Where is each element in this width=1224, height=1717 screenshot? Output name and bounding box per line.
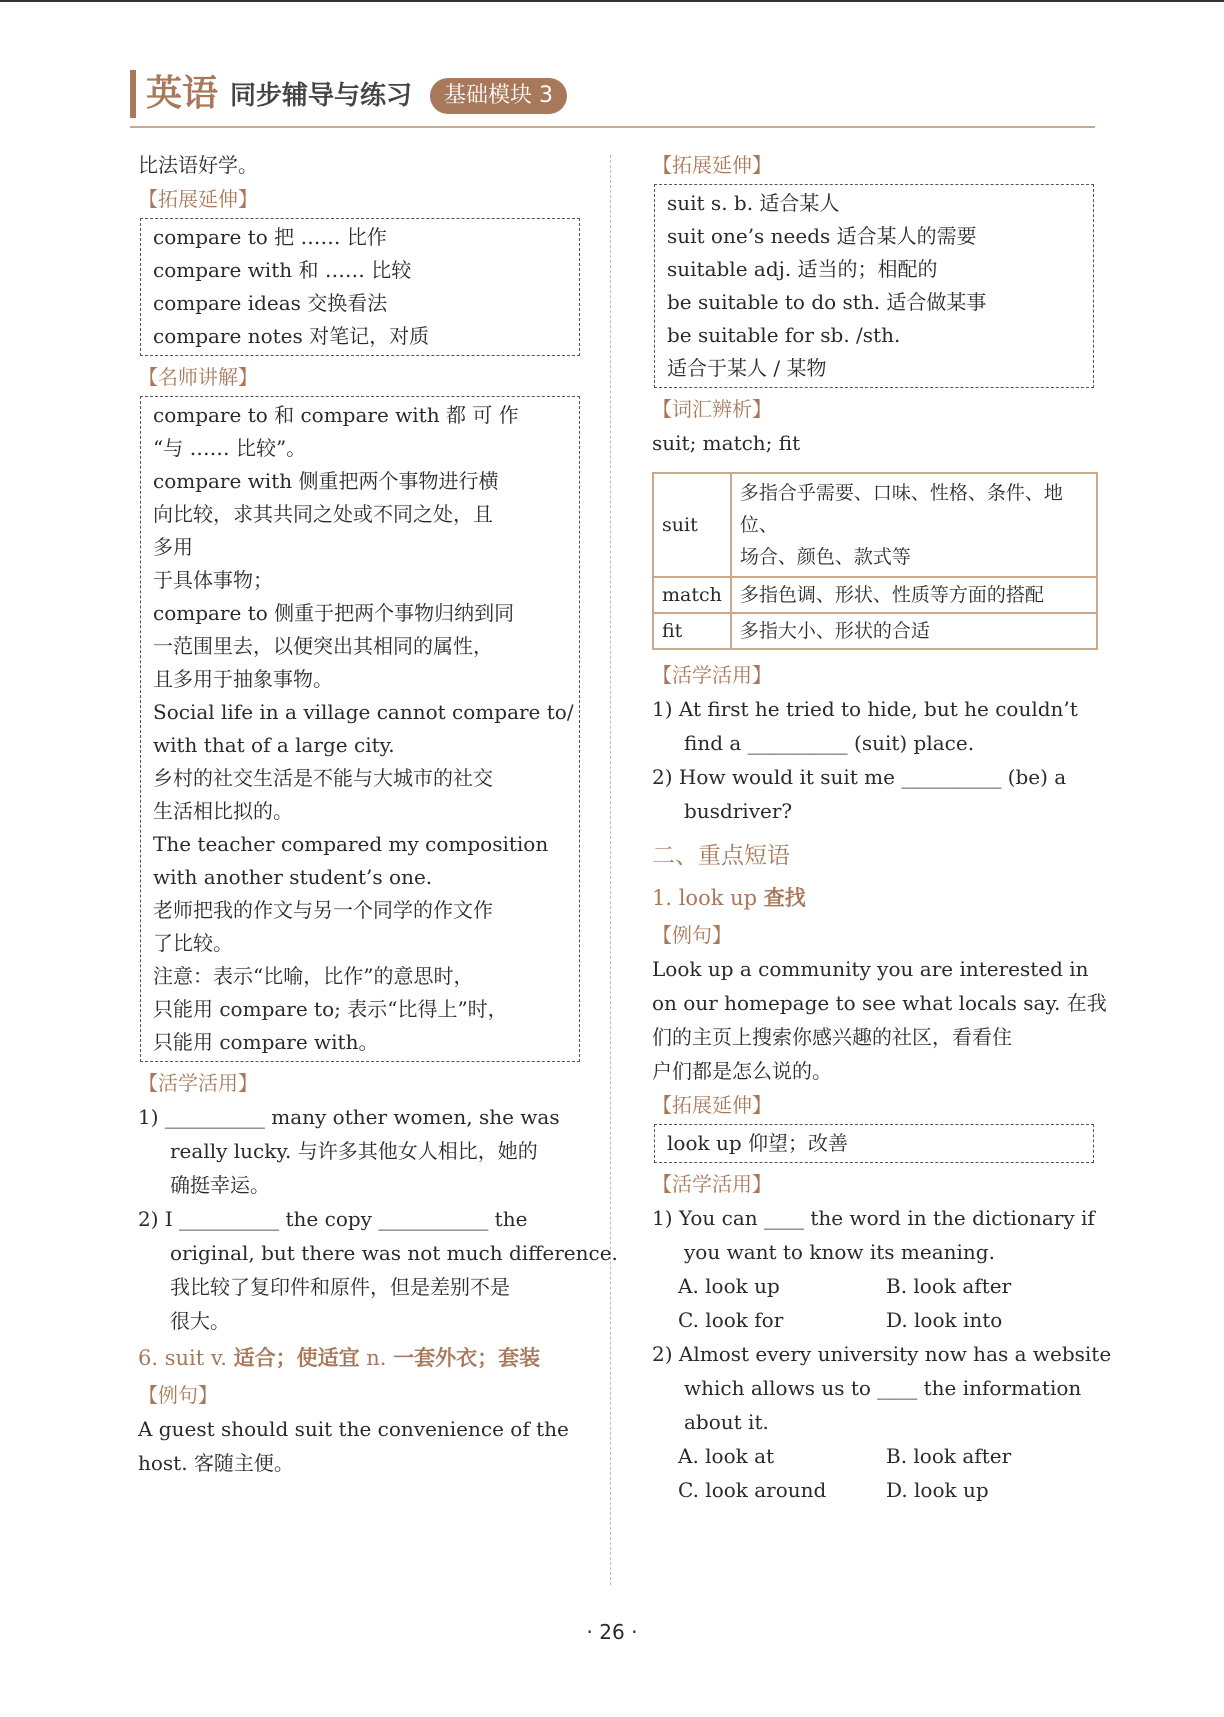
headword-definition: 适合；使适宜 (233, 1345, 360, 1370)
page-number: · 26 · (586, 1620, 638, 1644)
text-line: 多用 (153, 535, 193, 559)
list-item: compare to 把 …… 比作 (153, 225, 387, 249)
exercise-line: 我比较了复印件和原件，但是差别不是 (170, 1275, 510, 1299)
text-line: 于具体事物； (153, 568, 273, 592)
teacher-explanation-box (140, 396, 580, 1062)
text-line: 生活相比拟的。 (153, 799, 293, 823)
option-b: B. look after (886, 1444, 1012, 1468)
option-row (652, 1439, 1094, 1473)
option-d: D. look up (886, 1478, 989, 1502)
text-line: 且多用于抽象事物。 (153, 667, 333, 691)
exercise-line: 很大。 (170, 1309, 230, 1333)
question-line: you want to know its meaning. (684, 1240, 995, 1264)
right-column (652, 148, 1112, 1507)
example-line: 户们都是怎么说的。 (652, 1059, 832, 1083)
headword-look-up (652, 878, 1094, 918)
text-line: 了比较。 (153, 931, 233, 955)
option-row (652, 1473, 1094, 1507)
section-label-practice: 【活学活用】 (652, 663, 772, 687)
intro-text: 比法语好学。 (138, 153, 258, 177)
text-line: Social life in a village cannot compare to/ (153, 700, 574, 724)
table-row (653, 613, 1097, 649)
list-item: compare ideas 交换看法 (153, 291, 388, 315)
header-subject: 英语 (146, 73, 219, 114)
text-line: 只能用 compare to; 表示“比得上”时， (153, 997, 508, 1021)
list-item: be suitable to do sth. 适合做某事 (667, 290, 987, 314)
option-c: C. look for (678, 1308, 784, 1332)
section-label-extension: 【拓展延伸】 (652, 1093, 772, 1117)
list-item: 适合于某人 / 某物 (667, 356, 827, 380)
question-line: 1) You can ____ the word in the dictionary if (652, 1206, 1095, 1230)
exercise-line: 2) How would it suit me __________ (be) a (652, 765, 1067, 789)
text-line: with that of a large city. (153, 733, 395, 757)
section-label-example: 【例句】 (652, 923, 732, 947)
text-line: 老师把我的作文与另一个同学的作文作 (153, 898, 493, 922)
exercise-line: find a __________ (suit) place. (684, 731, 975, 755)
list-item: suit one’s needs 适合某人的需要 (667, 224, 977, 248)
question-line: about it. (684, 1410, 769, 1434)
question-line: which allows us to ____ the information (684, 1376, 1082, 1400)
exercise-line: 1) At first he tried to hide, but he couldn’t (652, 697, 1078, 721)
headword-pos: n. (359, 1346, 394, 1370)
phrase-number: 1. look up (652, 886, 764, 910)
top-border (0, 0, 1224, 2)
vocab-words: suit; match; fit (652, 431, 801, 455)
section-label-practice: 【活学活用】 (652, 1172, 772, 1196)
table-row (653, 473, 1097, 577)
example-line: host. 客随主便。 (138, 1451, 294, 1475)
vocab-desc: 多指大小、形状的合适 (731, 613, 1097, 649)
left-column (138, 148, 618, 1480)
text-line: compare with 侧重把两个事物进行横 (153, 469, 499, 493)
text-line: 向比较，求其共同之处或不同之处，且 (153, 502, 493, 526)
headword-number: 6. suit v. (138, 1346, 234, 1370)
section-label-extension: 【拓展延伸】 (652, 153, 772, 177)
section-heading-phrases: 二、重点短语 (652, 843, 790, 869)
example-line: Look up a community you are interested in (652, 957, 1089, 981)
vocab-word: suit (653, 473, 731, 577)
header-module-badge: 基础模块 3 (430, 78, 567, 114)
page-header (130, 70, 1095, 130)
vocab-desc-line: 多指合乎需要、口味、性格、条件、地位、 (739, 482, 1063, 536)
option-a: A. look at (678, 1444, 775, 1468)
vocab-desc: 多指色调、形状、性质等方面的搭配 (731, 577, 1097, 613)
option-c: C. look around (678, 1478, 827, 1502)
example-line: 们的主页上搜索你感兴趣的社区，看看住 (652, 1025, 1012, 1049)
headword-definition: 一套外衣；套装 (393, 1345, 541, 1370)
question-line: 2) Almost every university now has a website (652, 1342, 1112, 1366)
list-item: be suitable for sb. /sth. (667, 323, 901, 347)
vocab-table (652, 472, 1098, 650)
example-line: A guest should suit the convenience of the (138, 1417, 569, 1441)
section-label-vocab: 【词汇辨析】 (652, 397, 772, 421)
list-item: compare notes 对笔记，对质 (153, 324, 430, 348)
example-line: on our homepage to see what locals say. 在我 (652, 991, 1107, 1015)
vocab-desc-line: 场合、颜色、款式等 (739, 546, 911, 568)
exercise-line: 确挺幸运。 (170, 1173, 270, 1197)
extension-box (654, 1124, 1094, 1163)
exercise-line: 1) __________ many other women, she was (138, 1105, 560, 1129)
option-d: D. look into (886, 1308, 1003, 1332)
list-item: look up 仰望；改善 (667, 1131, 848, 1155)
phrase-definition: 查找 (763, 885, 806, 910)
option-a: A. look up (678, 1274, 780, 1298)
exercise-line: 2) I __________ the copy ___________ the (138, 1207, 528, 1231)
exercise-line: original, but there was not much difference. (170, 1241, 618, 1265)
text-line: 只能用 compare with。 (153, 1030, 379, 1054)
header-accent-bar (130, 70, 136, 118)
text-line: 一范围里去，以便突出其相同的属性， (153, 634, 493, 658)
vocab-word: match (653, 577, 731, 613)
text-line: compare to 和 compare with 都 可 作 (153, 403, 519, 427)
option-row (652, 1303, 1094, 1337)
exercise-line: really lucky. 与许多其他女人相比，她的 (170, 1139, 538, 1163)
extension-box (140, 218, 580, 356)
section-label-example: 【例句】 (138, 1383, 218, 1407)
vocab-desc (731, 473, 1097, 577)
list-item: suitable adj. 适当的；相配的 (667, 257, 938, 281)
vocab-word: fit (653, 613, 731, 649)
header-rule (130, 126, 1095, 128)
section-label-teacher: 【名师讲解】 (138, 365, 258, 389)
headword-suit (138, 1338, 580, 1378)
column-divider (610, 155, 611, 1585)
header-title: 同步辅导与练习 (230, 81, 413, 111)
section-label-extension: 【拓展延伸】 (138, 187, 258, 211)
extension-box (654, 184, 1094, 388)
table-row (653, 577, 1097, 613)
text-line: The teacher compared my composition (153, 832, 549, 856)
text-line: “与 …… 比较”。 (153, 436, 307, 460)
text-line: 乡村的社交生活是不能与大城市的社交 (153, 766, 493, 790)
text-line: with another student’s one. (153, 865, 433, 889)
option-row (652, 1269, 1094, 1303)
section-label-practice: 【活学活用】 (138, 1071, 258, 1095)
list-item: compare with 和 …… 比较 (153, 258, 412, 282)
exercise-line: busdriver? (684, 799, 793, 823)
list-item: suit s. b. 适合某人 (667, 191, 840, 215)
option-b: B. look after (886, 1274, 1012, 1298)
text-line: 注意：表示“比喻，比作”的意思时， (153, 964, 474, 988)
text-line: compare to 侧重于把两个事物归纳到同 (153, 601, 515, 625)
